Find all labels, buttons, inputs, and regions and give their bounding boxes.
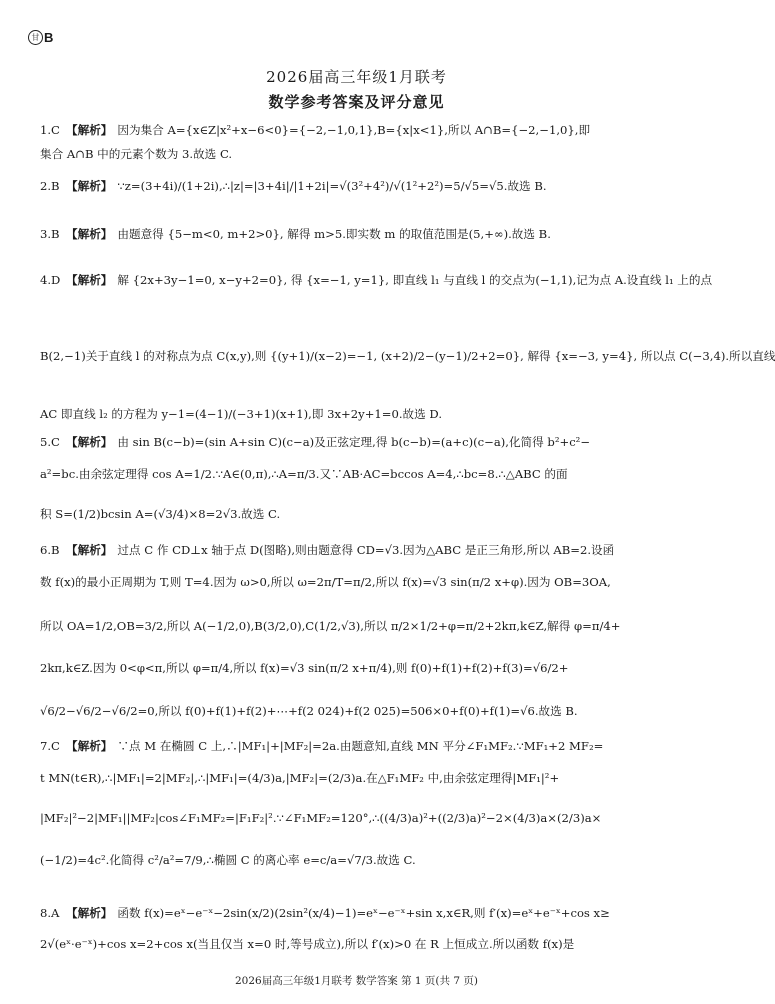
line-text: ∵点 M 在椭圆 C 上,∴|MF₁|+|MF₂|=2a.由题意知,直线 MN 平分∠F₁MF₂.∵MF₁+2 MF₂= [117,739,604,753]
line-text: 积 S=(1/2)bcsin A=(√3/4)×8=2√3.故选 C. [40,507,281,521]
answer-line [40,122,680,139]
line-text: (−1/2)=4c².化简得 c²/a²=7/9,∴椭圆 C 的离心率 e=c/a=√7/3.故选 C. [40,853,416,867]
question-number: 6.B [40,543,60,557]
answer-line [40,406,680,422]
line-text: a²=bc.由余弦定理得 cos A=1/2.∵A∈(0,π),∴A=π/3.又∵AB·AC=bccos A=4,∴bc=8.∴△ABC 的面 [40,467,568,481]
question-number: 7.C [40,739,60,753]
answer-line [40,348,775,364]
analysis-tag: 【解析】 [66,436,113,449]
answer-line [40,703,680,719]
answer-line [40,936,680,952]
line-text: 2kπ,k∈Z.因为 0<φ<π,所以 φ=π/4,所以 f(x)=√3 sin(π/2 x+π/4),则 f(0)+f(1)+f(2)+f(3)=√6/2+ [40,661,569,675]
answer-line [40,660,680,676]
answer-line [40,852,680,868]
analysis-tag: 【解析】 [66,544,113,557]
line-text: |MF₂|²−2|MF₁||MF₂|cos∠F₁MF₂=|F₁F₂|².∵∠F₁MF₂=120°,∴((4/3)a)²+((2/3)a)²−2×(4/3)a×(2/3)a× [40,811,602,825]
answer-line [40,738,680,755]
answer-line [40,434,680,451]
analysis-tag: 【解析】 [66,274,113,287]
answer-line [40,226,680,243]
question-number: 1.C [40,123,60,137]
line-text: 数 f(x)的最小正周期为 T,则 T=4.因为 ω>0,所以 ω=2π/T=π/2,所以 f(x)=√3 sin(π/2 x+φ).因为 OB=3OA, [40,575,611,589]
doc-subtitle: 数学参考答案及评分意见 [268,94,445,111]
answer-line [40,466,680,482]
question-number: 3.B [40,227,60,241]
exam-badge [28,30,53,45]
answer-line [40,542,680,559]
line-text: ∵z=(3+4i)/(1+2i),∴|z|=|3+4i|/|1+2i|=√(3²+4²)/√(1²+2²)=5/√5=√5.故选 B. [117,179,547,193]
answer-line [40,146,680,162]
analysis-tag: 【解析】 [66,124,113,137]
page-footer: 2026届高三年级1月联考 数学答案 第 1 页(共 7 页) [235,975,478,987]
answer-line [40,810,680,826]
analysis-tag: 【解析】 [66,907,113,920]
line-text: AC 即直线 l₂ 的方程为 y−1=(4−1)/(−3+1)(x+1),即 3x+2y+1=0.故选 D. [40,407,443,421]
line-text: 过点 C 作 CD⊥x 轴于点 D(图略),则由题意得 CD=√3.因为△ABC 是正三角形,所以 AB=2.设函 [117,543,615,557]
line-text: 2√(eˣ·e⁻ˣ)+cos x=2+cos x(当且仅当 x=0 时,等号成立),所以 f′(x)>0 在 R 上恒成立.所以函数 f(x)是 [40,937,575,951]
line-text: 集合 A∩B 中的元素个数为 3.故选 C. [40,147,233,161]
question-number: 4.D [40,273,61,287]
line-text: 因为集合 A={x∈Z|x²+x−6<0}={−2,−1,0,1},B={x|x<1},所以 A∩B={−2,−1,0},即 [117,123,591,137]
line-text: 函数 f(x)=eˣ−e⁻ˣ−2sin(x/2)(2sin²(x/4)−1)=eˣ−e⁻ˣ+sin x,x∈R,则 f′(x)=eˣ+e⁻ˣ+cos x≥ [117,906,610,920]
line-text: 由题意得 {5−m<0, m+2>0}, 解得 m>5.即实数 m 的取值范围是(5,+∞).故选 B. [117,227,551,241]
answer-line [40,178,680,195]
answer-line [40,506,680,522]
line-text: 解 {2x+3y−1=0, x−y+2=0}, 得 {x=−1, y=1}, 即直线 l₁ 与直线 l 的交点为(−1,1),记为点 A.设直线 l₁ 上的点 [117,273,713,287]
question-number: 8.A [40,906,60,920]
analysis-tag: 【解析】 [66,740,113,753]
answer-line [40,272,713,289]
line-text: 所以 OA=1/2,OB=3/2,所以 A(−1/2,0),B(3/2,0),C(1/2,√3),所以 π/2×1/2+φ=π/2+2kπ,k∈Z,解得 φ=π/4+ [40,619,621,633]
answer-line [40,618,680,634]
answer-line [40,770,680,786]
line-text: 由 sin B(c−b)=(sin A+sin C)(c−a)及正弦定理,得 b(c−b)=(a+c)(c−a),化简得 b²+c²− [117,435,591,449]
line-text: B(2,−1)关于直线 l 的对称点为点 C(x,y),则 {(y+1)/(x−2)=−1, (x+2)/2−(y−1)/2+2=0}, 解得 {x=−3, y=4}, 所以点 C(−3,4).所以直线 [40,349,775,363]
analysis-tag: 【解析】 [66,180,113,193]
line-text: t MN(t∈R),∴|MF₁|=2|MF₂|,∴|MF₁|=(4/3)a,|MF₂|=(2/3)a.在△F₁MF₂ 中,由余弦定理得|MF₁|²+ [40,771,560,785]
analysis-tag: 【解析】 [66,228,113,241]
answer-line [40,905,680,922]
badge-mark: 甘 [28,30,43,45]
question-number: 2.B [40,179,60,193]
answer-line [40,574,680,590]
exam-title: 2026届高三年级1月联考 [266,68,447,86]
badge-letter: B [44,30,54,45]
line-text: √6/2−√6/2−√6/2=0,所以 f(0)+f(1)+f(2)+⋯+f(2 024)+f(2 025)=506×0+f(0)+f(1)=√6.故选 B. [40,704,578,718]
question-number: 5.C [40,435,60,449]
